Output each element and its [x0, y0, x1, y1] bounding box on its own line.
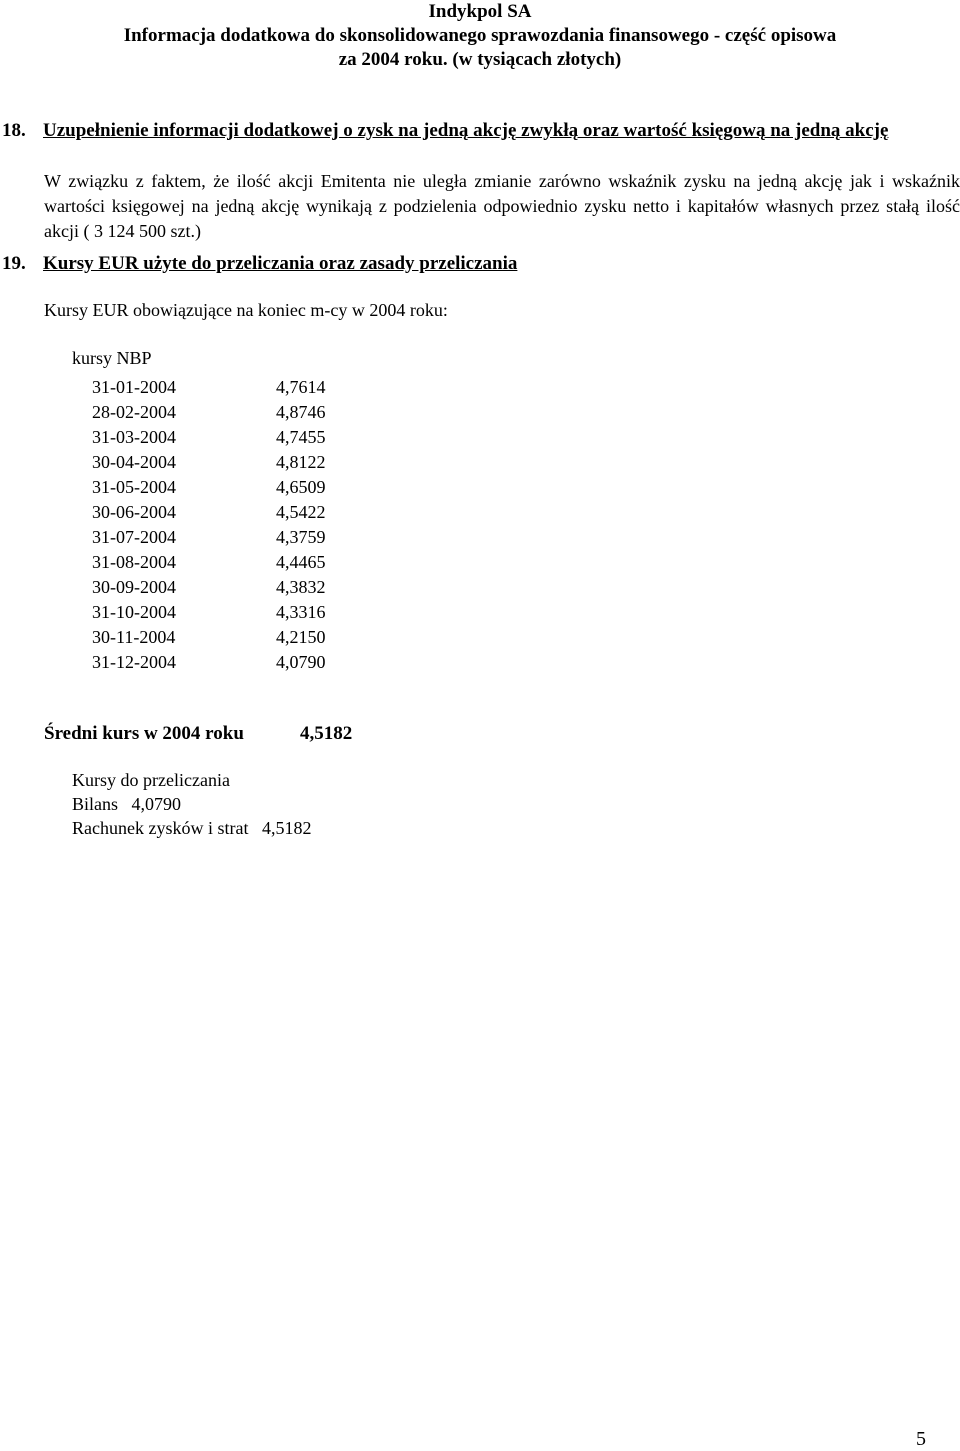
rate-value: 4,3832 — [276, 577, 326, 597]
document-title: Informacja dodatkowa do skonsolidowanego sprawozdania finansowego - część opisowa — [123, 25, 837, 46]
average-rate — [44, 723, 353, 745]
rate-date: 31-08-2004 — [92, 552, 176, 572]
rate-date: 31-03-2004 — [92, 427, 176, 447]
rate-date: 30-09-2004 — [92, 577, 176, 597]
pl-value: 4,5182 — [261, 818, 312, 838]
rate-date: 31-01-2004 — [92, 377, 176, 397]
rate-date: 28-02-2004 — [92, 402, 176, 422]
rate-value: 4,8122 — [276, 452, 326, 472]
rate-date: 31-12-2004 — [92, 652, 176, 672]
rate-date: 31-05-2004 — [92, 477, 176, 497]
rate-value: 4,5422 — [276, 502, 326, 522]
section-18-title: Uzupełnienie informacji dodatkowej o zysk na jedną akcję zwykłą oraz wartość księgową na jedną akcję — [43, 120, 889, 141]
rate-date: 30-04-2004 — [92, 452, 176, 472]
section-19-title: Kursy EUR użyte do przeliczania oraz zasady przeliczania — [43, 253, 518, 274]
document-period: za 2004 roku. (w tysiącach złotych) — [338, 49, 622, 70]
rate-value: 4,8746 — [276, 402, 326, 422]
rate-value: 4,4465 — [276, 552, 326, 572]
section-19-intro: Kursy EUR obowiązujące na koniec m-cy w 2004 roku: — [44, 300, 448, 320]
section-19-heading — [2, 253, 517, 275]
balance-rate — [72, 794, 181, 815]
rate-date: 31-10-2004 — [92, 602, 176, 622]
nbp-rates-label: kursy NBP — [72, 348, 152, 368]
average-rate-label: Średni kurs w 2004 roku — [44, 723, 244, 744]
balance-value: 4,0790 — [131, 794, 182, 814]
section-18-number: 18. — [2, 120, 26, 141]
rate-date: 31-07-2004 — [92, 527, 176, 547]
pl-label: Rachunek zysków i strat — [72, 818, 249, 838]
rate-value: 4,2150 — [276, 627, 326, 647]
rate-value: 4,3759 — [276, 527, 326, 547]
pl-rate — [72, 818, 311, 839]
rate-date: 30-11-2004 — [92, 627, 176, 647]
rate-value: 4,7614 — [276, 377, 326, 397]
rate-value: 4,0790 — [276, 652, 326, 672]
average-rate-value: 4,5182 — [300, 723, 353, 744]
balance-label: Bilans — [72, 794, 119, 814]
section-18-paragraph: W związku z faktem, że ilość akcji Emitenta nie uległa zmianie zarówno wskaźnik zysku na jedną akcję jak i wskaźnik wartości księgowej na jedną akcję wynikają z podzielenia odpowiednio zysku netto i kapitałów własnych przez stałą ilość akcji ( 3 124 500 szt.) — [44, 171, 960, 241]
section-18-heading — [2, 120, 888, 142]
rate-date: 30-06-2004 — [92, 502, 176, 522]
conversion-rates-label: Kursy do przeliczania — [72, 770, 230, 790]
section-19-number: 19. — [2, 253, 26, 274]
document-header — [0, 0, 960, 72]
rate-value: 4,7455 — [276, 427, 326, 447]
page-number: 5 — [916, 1428, 926, 1450]
company-name: Indykpol SA — [428, 1, 532, 22]
rate-value: 4,6509 — [276, 477, 326, 497]
rate-value: 4,3316 — [276, 602, 326, 622]
